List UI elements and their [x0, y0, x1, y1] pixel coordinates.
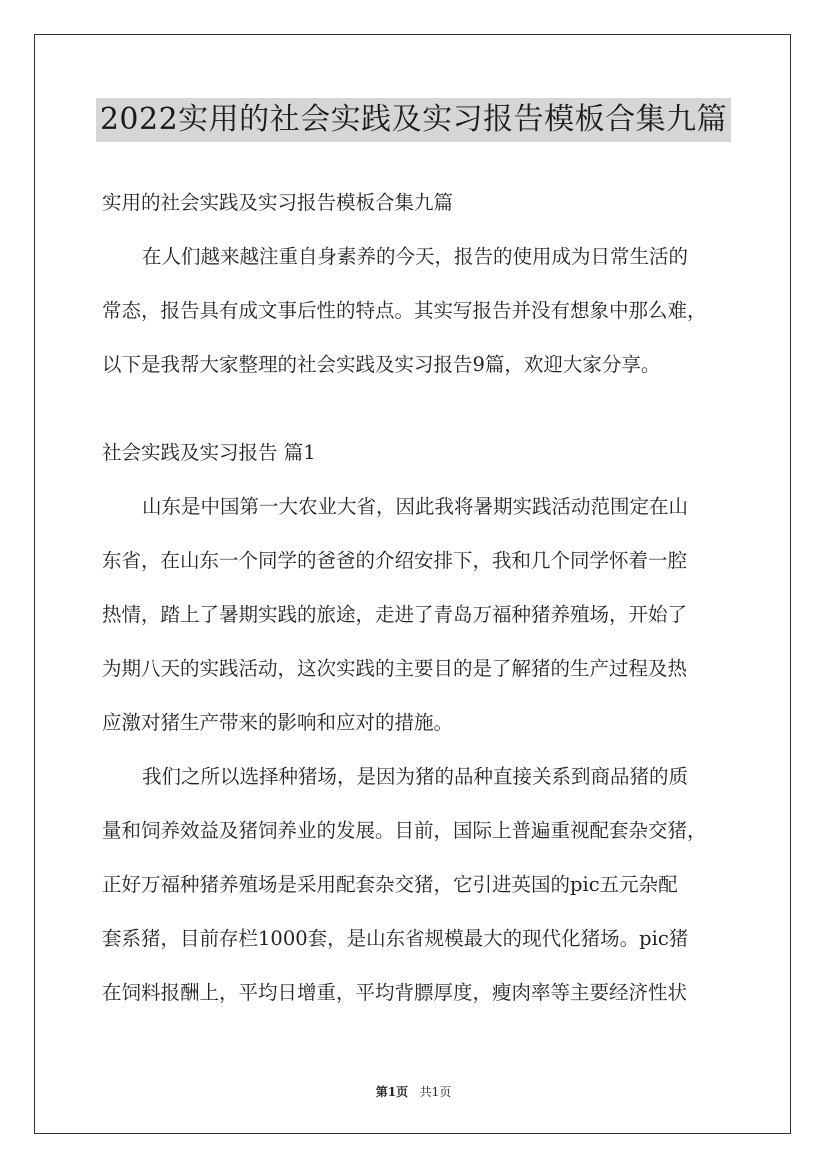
paragraph-2: [102, 750, 730, 1020]
document-title-text: 2022实用的社会实践及实习报告模板合集九篇: [96, 98, 731, 142]
paragraph-line: 应激对猪生产带来的影响和应对的措施。: [102, 711, 454, 734]
paragraph-line: 在饲料报酬上，平均日增重，平均背膘厚度，瘦肉率等主要经济性状: [102, 981, 688, 1004]
page-number: 第1页: [375, 1085, 409, 1099]
paragraph-line: 热情，踏上了暑期实践的旅途，走进了青岛万福种猪养殖场，开始了: [102, 603, 688, 626]
paragraph-1: [102, 480, 730, 750]
paragraph-line: 我们之所以选择种猪场，是因为猪的品种直接关系到商品猪的质: [142, 765, 689, 788]
intro-line: 常态，报告具有成文事后性的特点。其实写报告并没有想象中那么难，: [102, 299, 707, 322]
document-body: [102, 176, 730, 1020]
section-heading: 社会实践及实习报告 篇1: [102, 441, 316, 464]
intro-line: 在人们越来越注重自身素养的今天，报告的使用成为日常生活的: [142, 245, 689, 268]
paragraph-line: 山东是中国第一大农业大省，因此我将暑期实践活动范围定在山: [142, 495, 689, 518]
document-title: [0, 98, 827, 142]
intro-line: 以下是我帮大家整理的社会实践及实习报告9篇，欢迎大家分享。: [102, 353, 661, 376]
paragraph-line: 为期八天的实践活动，这次实践的主要目的是了解猪的生产过程及热: [102, 657, 688, 680]
intro-paragraph: [102, 230, 730, 392]
document-subtitle: 实用的社会实践及实习报告模板合集九篇: [102, 191, 454, 214]
page-footer: [0, 1083, 827, 1100]
paragraph-line: 套系猪，目前存栏1000套，是山东省规模最大的现代化猪场。pic猪: [102, 927, 689, 950]
paragraph-line: 东省，在山东一个同学的爸爸的介绍安排下，我和几个同学怀着一腔: [102, 549, 688, 572]
paragraph-line: 量和饲养效益及猪饲养业的发展。目前，国际上普遍重视配套杂交猪，: [102, 819, 707, 842]
paragraph-line: 正好万福种猪养殖场是采用配套杂交猪，它引进英国的pic五元杂配: [102, 873, 678, 896]
page-total: 共1页: [419, 1085, 452, 1099]
